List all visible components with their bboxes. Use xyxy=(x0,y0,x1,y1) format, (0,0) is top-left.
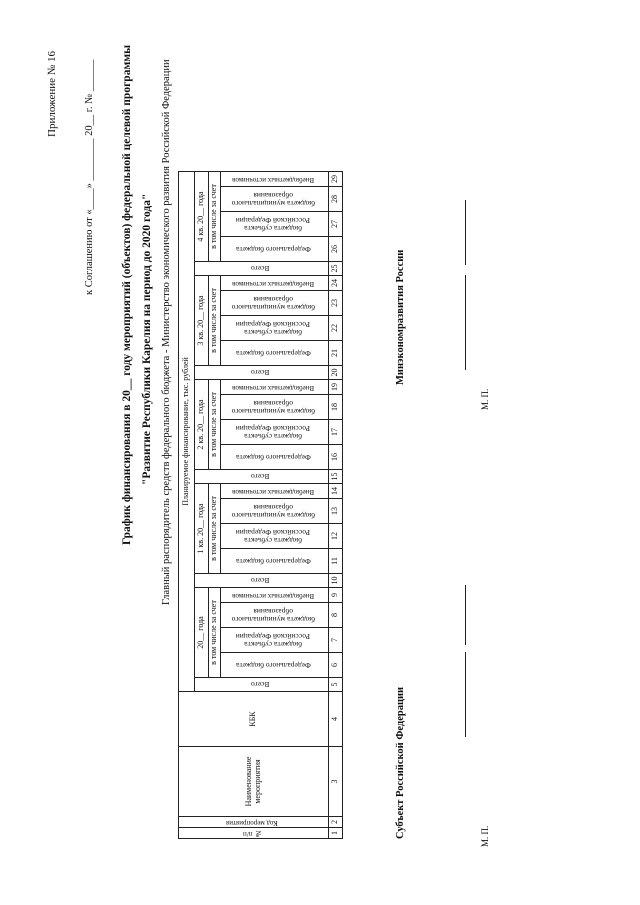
header-total-q4: Всего xyxy=(195,262,329,276)
column-number: 23 xyxy=(329,291,343,316)
column-number: 21 xyxy=(329,341,343,366)
header-incl-q3: в том числе за счет xyxy=(209,276,221,366)
header-incl-q4: в том числе за счет xyxy=(209,172,221,262)
document-title: График финансирования в 20__ году мероприятий (объектов) федеральной целевой программы xyxy=(121,44,133,545)
header-subj: бюджета субъекта Российской Федерации xyxy=(221,212,329,237)
header-q2: 2 кв. 20__ года xyxy=(195,380,209,470)
header-fed: Федерального бюджета xyxy=(221,237,329,262)
header-total-q1: Всего xyxy=(195,574,329,588)
header-mun: бюджета муниципального образования xyxy=(221,291,329,316)
column-number: 29 xyxy=(329,172,343,187)
header-kbk: КБК xyxy=(179,692,329,747)
stamp-placeholder-left: М. П. xyxy=(480,825,490,847)
column-number: 22 xyxy=(329,316,343,341)
column-number: 27 xyxy=(329,212,343,237)
column-number: 28 xyxy=(329,187,343,212)
header-planned: Планируемое финансирование, тыс. рублей xyxy=(179,172,195,692)
column-number: 18 xyxy=(329,395,343,420)
column-number: 15 xyxy=(329,470,343,484)
program-name: "Развитие Республики Карелия на период до 2020 года" xyxy=(141,193,153,485)
header-total-q2: Всего xyxy=(195,470,329,484)
header-extra: Внебюджетных источников xyxy=(221,484,329,499)
header-subj: бюджета субъекта Российской Федерации xyxy=(221,420,329,445)
header-year: 20__ года xyxy=(195,588,209,678)
column-number: 26 xyxy=(329,237,343,262)
column-number: 17 xyxy=(329,420,343,445)
signature-line xyxy=(465,275,466,370)
financing-table xyxy=(178,171,343,839)
budget-administrator: Главный распорядитель средств федерального бюджета - Министерство экономического развития Российской Федерации xyxy=(161,59,172,605)
header-incl-q1: в том числе за счет xyxy=(209,484,221,574)
header-fed: Федерального бюджета xyxy=(221,341,329,366)
header-incl-year: в том числе за счет xyxy=(209,588,221,678)
stamp-placeholder-right: М. П. xyxy=(480,388,490,410)
signature-line xyxy=(465,652,466,737)
header-extra: Внебюджетных источников xyxy=(221,380,329,395)
column-number: 16 xyxy=(329,445,343,470)
signature-name-line xyxy=(465,585,466,645)
column-number: 3 xyxy=(329,747,343,817)
column-number: 10 xyxy=(329,574,343,588)
header-q3: 3 кв. 20__ года xyxy=(195,276,209,366)
header-mun: бюджета муниципального образования xyxy=(221,499,329,524)
header-code: Код мероприятия xyxy=(179,817,329,828)
column-number: 25 xyxy=(329,262,343,276)
column-number: 5 xyxy=(329,678,343,692)
column-number: 24 xyxy=(329,276,343,291)
column-number: 1 xyxy=(329,828,343,839)
header-total-year: Всего xyxy=(195,678,329,692)
column-number: 4 xyxy=(329,692,343,747)
header-fed: Федерального бюджета xyxy=(221,549,329,574)
column-number: 19 xyxy=(329,380,343,395)
column-number: 7 xyxy=(329,628,343,653)
header-extra: Внебюджетных источников xyxy=(221,172,329,187)
column-number: 13 xyxy=(329,499,343,524)
header-subj: бюджета субъекта Российской Федерации xyxy=(221,316,329,341)
column-number: 14 xyxy=(329,484,343,499)
column-number: 20 xyxy=(329,366,343,380)
column-number: 12 xyxy=(329,524,343,549)
header-mun: бюджета муниципального образования xyxy=(221,603,329,628)
header-extra: Внебюджетных источников xyxy=(221,276,329,291)
signature-subject-label: Субъект Российской Федерации xyxy=(395,686,406,839)
header-fed: Федерального бюджета xyxy=(221,653,329,678)
header-extra: Внебюджетных источников xyxy=(221,588,329,603)
header-name: Наименование мероприятия xyxy=(179,747,329,817)
signature-ministry-label: Минэкономразвития России xyxy=(395,249,406,385)
column-number: 8 xyxy=(329,603,343,628)
header-mun: бюджета муниципального образования xyxy=(221,395,329,420)
column-number: 2 xyxy=(329,817,343,828)
signature-name-line xyxy=(465,200,466,265)
header-subj: бюджета субъекта Российской Федерации xyxy=(221,628,329,653)
column-number: 11 xyxy=(329,549,343,574)
header-fed: Федерального бюджета xyxy=(221,445,329,470)
column-number: 9 xyxy=(329,588,343,603)
header-no: № п/п xyxy=(179,828,329,839)
header-total-q3: Всего xyxy=(195,366,329,380)
column-number: 6 xyxy=(329,653,343,678)
agreement-reference: к Соглашению от «____» ________ 20__ г. № ______ xyxy=(84,59,95,295)
header-q4: 4 кв. 20__ года xyxy=(195,172,209,262)
header-mun: бюджета муниципального образования xyxy=(221,187,329,212)
appendix-label: Приложение № 16 xyxy=(46,50,58,137)
header-q1: 1 кв. 20__ года xyxy=(195,484,209,574)
header-subj: бюджета субъекта Российской Федерации xyxy=(221,524,329,549)
header-incl-q2: в том числе за счет xyxy=(209,380,221,470)
